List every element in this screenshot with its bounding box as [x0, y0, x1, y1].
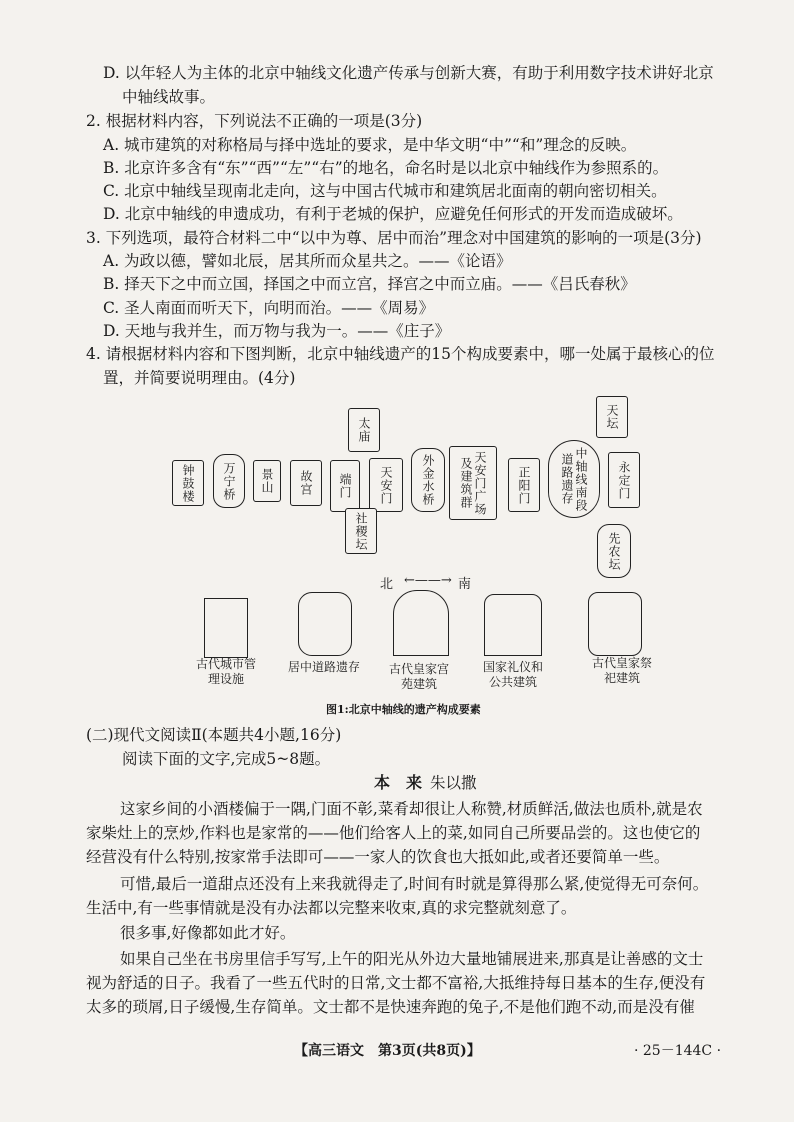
category-shape-rect	[204, 598, 248, 658]
article-title: 本 来	[374, 773, 423, 792]
section2-heading: (二)现代文阅读Ⅱ(本题共4小题,16分)	[86, 726, 342, 744]
q1-option-d: D. 以年轻人为主体的北京中轴线文化遗产传承与创新大赛，有助于利用数字技术讲好北京	[103, 64, 714, 82]
paragraph-4-line-3: 太多的琐屑,日子缓慢,生存简单。文士都不是快速奔跑的兔子,不是他们跑不动,而是没有催	[86, 998, 695, 1016]
q4-stem: 4. 请根据材料内容和下图判断，北京中轴线遗产的15个构成要素中，哪一处属于最核心的位	[86, 345, 715, 363]
q4-stem-cont: 置，并简要说明理由。(4分)	[103, 369, 296, 387]
element-gugong: 故宫	[290, 460, 322, 506]
element-shejitan: 社稷坛	[345, 508, 377, 554]
paragraph-1-line-2: 家柴灶上的烹炒,作料也是家常的——他们给客人上的菜,如同自己所要品尝的。这也使它的	[86, 824, 701, 842]
category-shape-round	[588, 592, 642, 656]
element-duanmen: 端门	[330, 460, 360, 512]
element-yongdingmen: 永定门	[608, 452, 640, 508]
paragraph-2-line-1: 可惜,最后一道甜点还没有上来我就得走了,时间有时就是算得那么紧,使觉得无可奈何。	[120, 875, 709, 893]
element-wanningqiao: 万宁桥	[213, 454, 245, 508]
element-waijinshuiqiao: 外金水桥	[411, 448, 445, 512]
article-author: 朱以撒	[430, 774, 477, 792]
direction-south: 南	[458, 577, 472, 592]
q3-option-a: A. 为政以德，譬如北辰，居其所而众星共之。——《论语》	[103, 252, 512, 270]
paragraph-4-line-2: 视为舒适的日子。我看了一些五代时的日常,文士都不富裕,大抵维持每日基本的生存,便没有	[86, 974, 706, 992]
element-tiananmen-square: 天安门广场及建筑群	[449, 446, 497, 520]
section2-instruction: 阅读下面的文字,完成5~8题。	[122, 750, 331, 768]
element-tiananmen: 天安门	[369, 458, 403, 512]
element-zhouxian-nanduan: 中轴线南段道路遗存	[548, 440, 600, 518]
q1-option-d-cont: 中轴线故事。	[122, 88, 216, 106]
category-label-3: 古代皇家宫苑建筑	[388, 662, 449, 691]
paragraph-4-line-1: 如果自己坐在书房里信手写写,上午的阳光从外边大量地铺展进来,那真是让善感的文士	[120, 950, 704, 968]
paragraph-1-line-3: 经营没有什么特别,按家常手法即可——一家人的饮食也大抵如此,或者还要简单一些。	[86, 848, 670, 866]
q2-stem: 2. 根据材料内容，下列说法不正确的一项是(3分)	[86, 112, 423, 130]
element-tiantan: 天坛	[596, 396, 628, 438]
q3-option-c: C. 圣人南面而听天下，向明而治。——《周易》	[103, 299, 435, 317]
category-label-2: 居中道路遗存	[288, 660, 361, 674]
element-zhonggulou: 钟鼓楼	[172, 460, 204, 506]
category-label-5: 古代皇家祭祀建筑	[592, 656, 653, 685]
category-shape-topround	[484, 594, 542, 656]
element-jingshan: 景山	[253, 460, 281, 502]
paragraph-1-line-1: 这家乡间的小酒楼偏于一隅,门面不彰,菜肴却很让人称赞,材质鲜活,做法也质朴,就是农	[120, 800, 703, 818]
figure-caption: 图1:北京中轴线的遗产构成要素	[326, 703, 481, 716]
element-zhengyangmen: 正阳门	[508, 458, 540, 512]
q2-option-c: C. 北京中轴线呈现南北走向，这与中国古代城市和建筑居北面南的朝向密切相关。	[103, 182, 667, 200]
category-label-1: 古代城市管理设施	[196, 657, 257, 686]
category-shape-rounded	[298, 592, 352, 656]
direction-arrow: ←——→	[404, 573, 452, 588]
q2-option-b: B. 北京许多含有“东”“西”“左”“右”的地名，命名时是以北京中轴线作为参照系的。	[103, 159, 669, 177]
element-xiannongtan: 先农坛	[597, 524, 631, 578]
footer-page-info: 【高三语文 第3页(共8页)】	[294, 1043, 481, 1059]
footer-code: · 25－144C ·	[634, 1043, 722, 1059]
q2-option-a: A. 城市建筑的对称格局与择中选址的要求，是中华文明“中”“和”理念的反映。	[103, 136, 637, 154]
q3-stem: 3. 下列选项，最符合材料二中“以中为尊、居中而治”理念对中国建筑的影响的一项是(3分)	[86, 229, 702, 247]
q3-option-d: D. 天地与我并生，而万物与我为一。——《庄子》	[103, 322, 451, 340]
category-shape-arched	[393, 590, 449, 656]
element-taimiao: 太庙	[348, 408, 380, 452]
direction-north: 北	[380, 577, 394, 592]
q3-option-b: B. 择天下之中而立国，择国之中而立宫，择宫之中而立庙。——《吕氏春秋》	[103, 275, 636, 293]
q2-option-d: D. 北京中轴线的申遗成功，有利于老城的保护，应避免任何形式的开发而造成破坏。	[103, 205, 683, 223]
category-label-4: 国家礼仪和公共建筑	[482, 660, 543, 689]
paragraph-2-line-2: 生活中,有一些事情就是没有办法都以完整来收束,真的求完整就刻意了。	[86, 899, 577, 917]
paragraph-3-line-1: 很多事,好像都如此才好。	[120, 924, 296, 942]
